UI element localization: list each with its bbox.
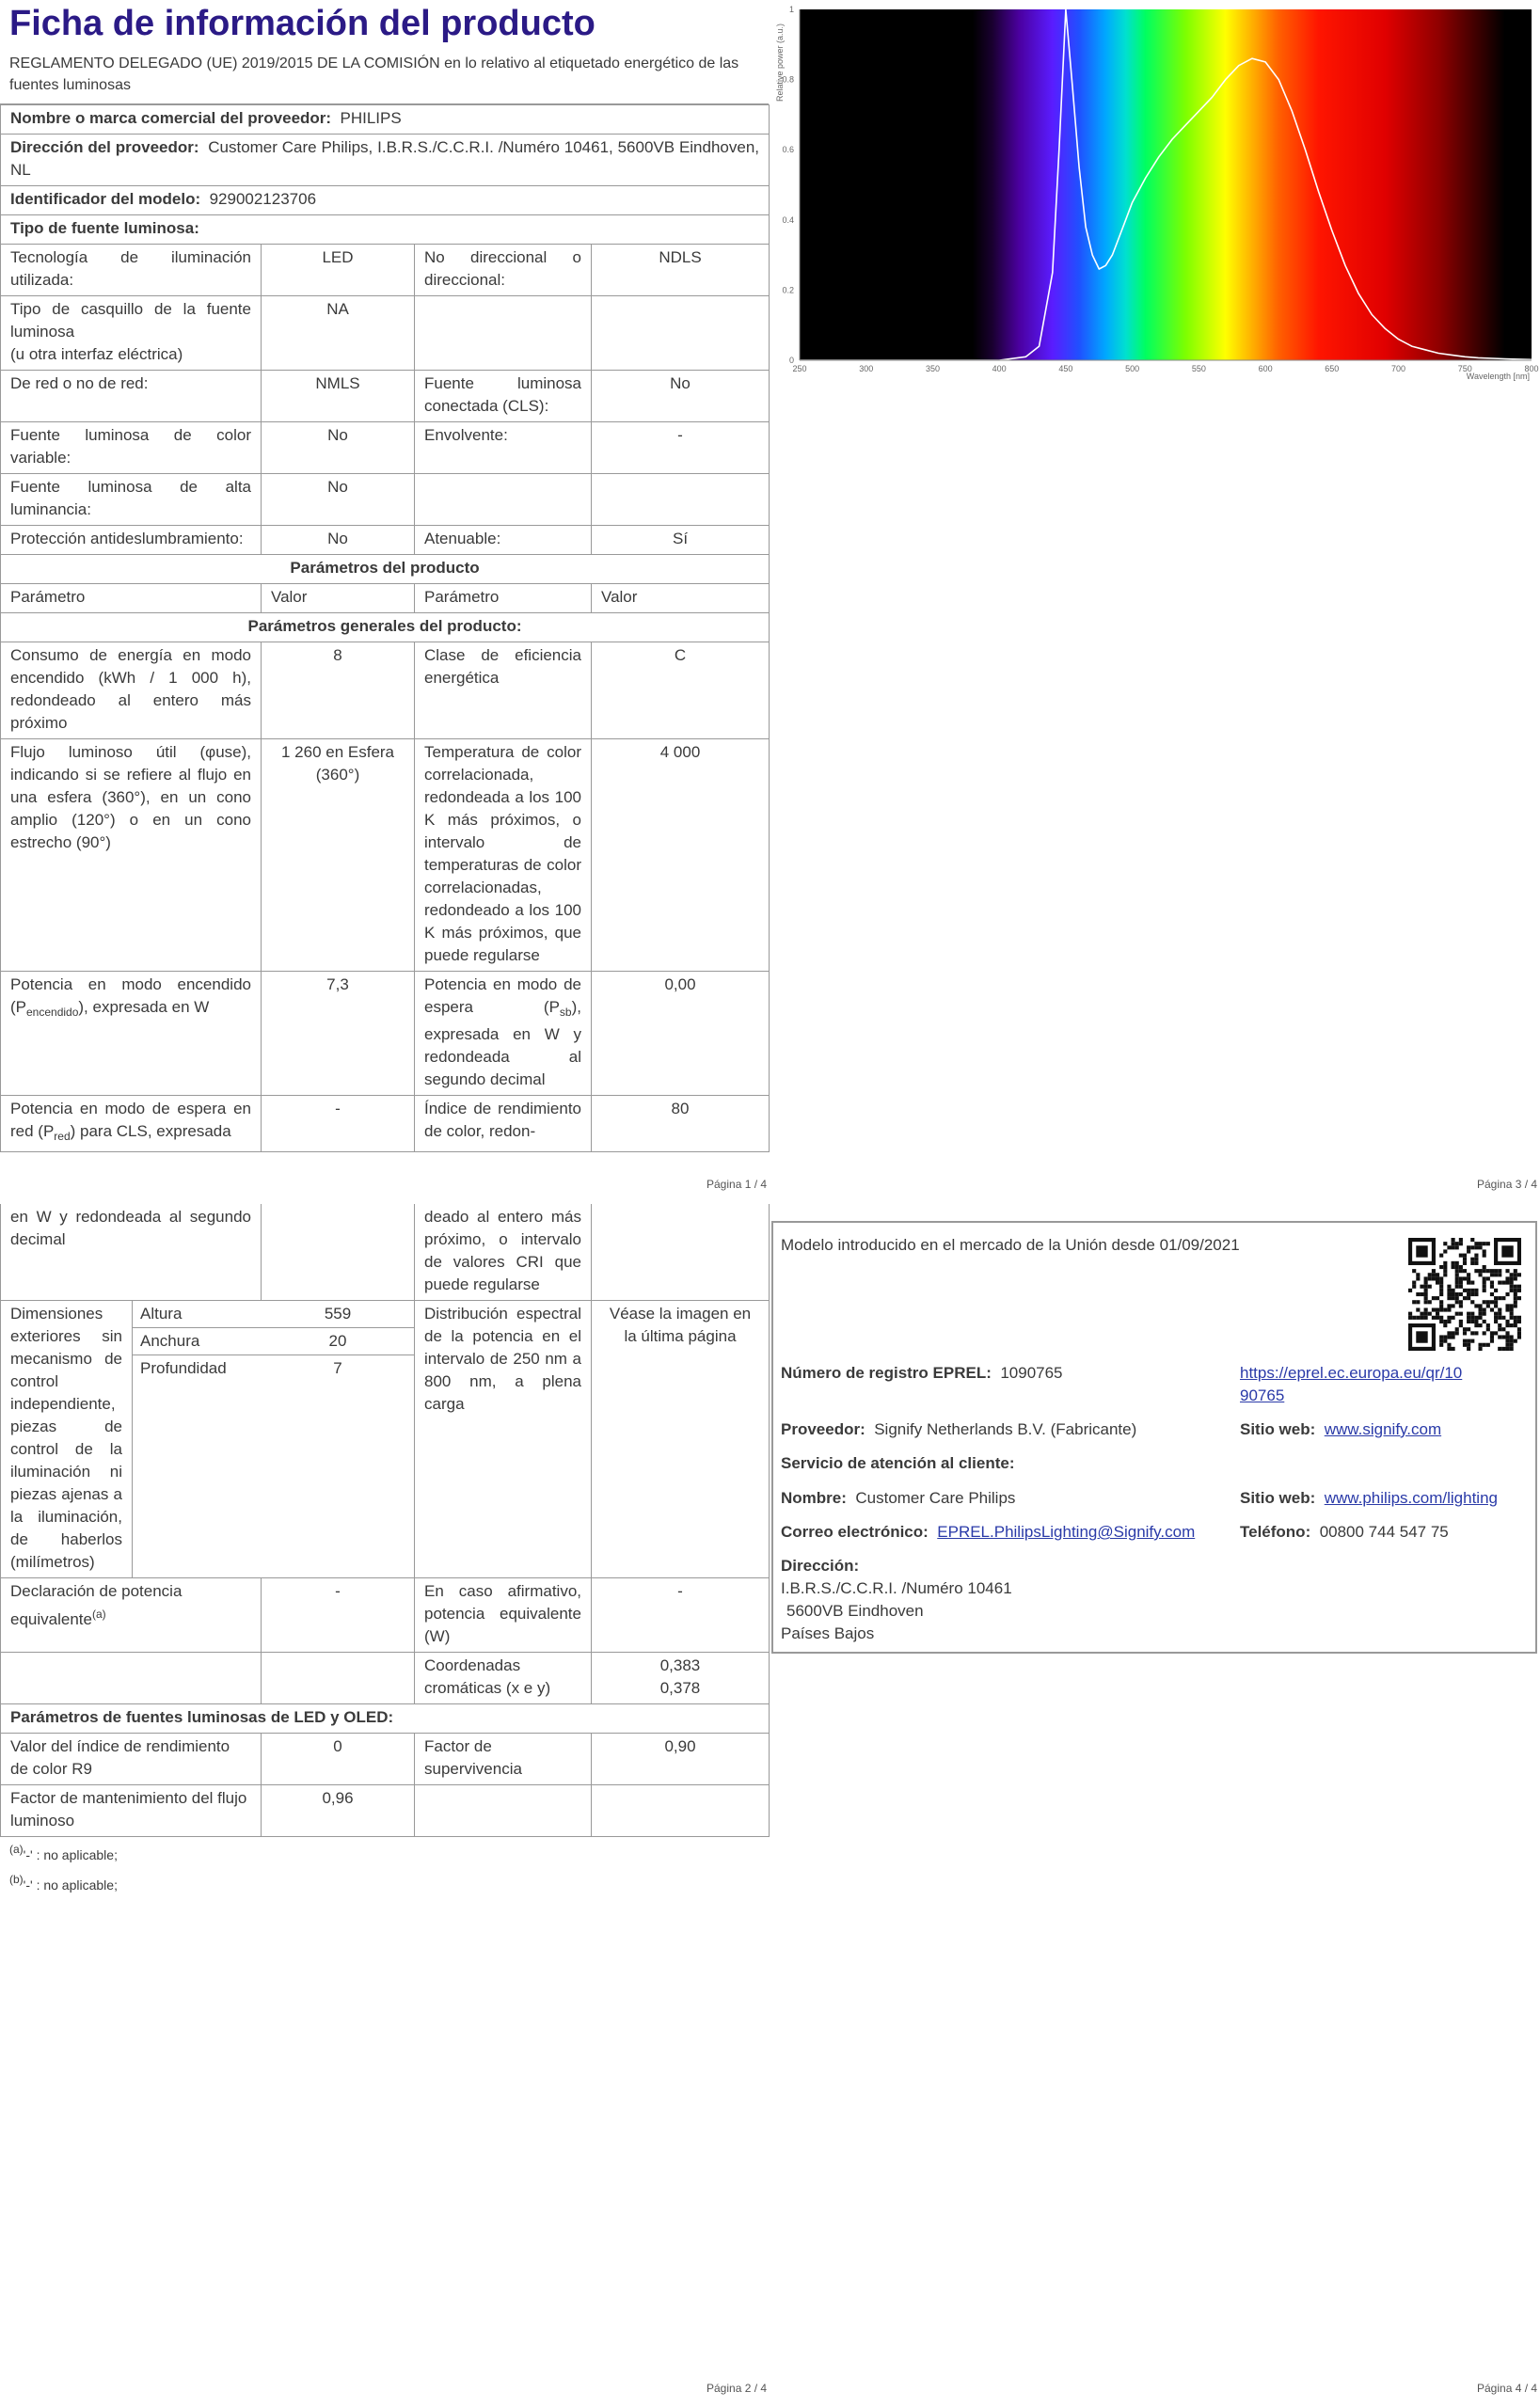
footnote-a: (a)'-' : no aplicable; xyxy=(9,1843,118,1862)
service-heading: Servicio de atención al cliente: xyxy=(781,1454,1015,1472)
equivalent-power-row: Declaración de potencia equivalente$^{(a)}$ - En caso afirmativo, potencia equivalente (W) - xyxy=(1,1578,770,1653)
eprel-box xyxy=(771,1221,1537,1654)
params-heading: Parámetros del producto xyxy=(1,555,770,584)
x-axis-label: Wavelength [nm] xyxy=(1466,372,1530,381)
type-label: De red o no de red: xyxy=(1,371,262,422)
address-line-3: Países Bajos xyxy=(781,1624,875,1642)
page-number: Página 4 / 4 xyxy=(1477,2382,1538,2395)
contact-web: Sitio web: www.philips.com/lighting xyxy=(1240,1489,1498,1507)
type-heading: Tipo de fuente luminosa: xyxy=(1,215,770,245)
model-id: 929002123706 xyxy=(209,190,317,208)
type-label: Atenuable: xyxy=(415,526,592,555)
x-tick-label: 250 xyxy=(792,364,807,373)
flux-row: Flujo luminoso útil (φuse), indicando si se refiere al flujo en una esfera (360°), en un cono amplio (120°) o en un cono estrecho (90°) 1 260 en Esfera (360°) Temperatura de color correlacionada, redondeada a los 100 K más próximos, o intervalo de temperaturas de color correlacionadas, redondeado a los 100 K más próximos, que puede regularse 4 000 xyxy=(1,739,770,972)
x-tick-label: 650 xyxy=(1325,364,1340,373)
params-columns xyxy=(1,584,770,613)
dimensions-table xyxy=(133,1301,414,1382)
type-label xyxy=(415,474,592,526)
x-tick-label: 800 xyxy=(1524,364,1539,373)
address-line-2: 5600VB Eindhoven xyxy=(786,1602,924,1620)
supplier-name: PHILIPS xyxy=(340,109,402,127)
type-label: No direccional o direccional: xyxy=(415,245,592,296)
type-value: No xyxy=(262,526,415,555)
spectral-value: Véase la imagen en la última página xyxy=(592,1301,770,1578)
supplier-address-row: Dirección del proveedor: Customer Care Philips, I.B.R.S./C.C.R.I. /Numéro 10461, 5600VB Eindhoven, NL xyxy=(1,135,770,186)
type-row xyxy=(1,245,770,296)
x-tick-label: 750 xyxy=(1457,364,1472,373)
page-number: Página 1 / 4 xyxy=(706,1178,768,1191)
x-tick-label: 600 xyxy=(1258,364,1273,373)
supplier-table xyxy=(0,104,770,1152)
type-value: NA xyxy=(262,296,415,371)
contact-email: Correo electrónico: EPREL.PhilipsLighting@Signify.com xyxy=(781,1523,1196,1541)
type-row xyxy=(1,474,770,526)
col-value-1: Valor xyxy=(262,584,415,613)
type-row xyxy=(1,296,770,371)
type-row xyxy=(1,422,770,474)
contact-name: Nombre: Customer Care Philips xyxy=(781,1489,1016,1507)
type-row xyxy=(1,371,770,422)
regulation-text: REGLAMENTO DELEGADO (UE) 2019/2015 DE LA COMISIÓN en lo relativo al etiquetado energético de las fuentes luminosas xyxy=(0,45,769,104)
type-label: Tecnología de iluminación utilizada: xyxy=(1,245,262,296)
type-value: LED xyxy=(262,245,415,296)
chromaticity-row: Coordenadas cromáticas (x e y) 0,383 0,378 xyxy=(1,1653,770,1704)
page-1 xyxy=(0,0,769,1204)
type-value: No xyxy=(262,422,415,474)
dim-width: Anchura 20 xyxy=(133,1328,414,1355)
eprel-url[interactable]: https://eprel.ec.europa.eu/qr/10 90765 xyxy=(1240,1364,1463,1404)
y-tick-label: 1 xyxy=(788,5,794,14)
type-rows xyxy=(1,245,770,555)
x-tick-label: 400 xyxy=(992,364,1007,373)
type-value: Sí xyxy=(592,526,770,555)
page-3 xyxy=(771,0,1540,1204)
led-params-heading: Parámetros de fuentes luminosas de LED y OLED: xyxy=(1,1704,770,1734)
x-tick-label: 300 xyxy=(859,364,874,373)
type-value: NDLS xyxy=(592,245,770,296)
y-tick-label: 0.8 xyxy=(782,74,794,85)
page-number: Página 3 / 4 xyxy=(1477,1178,1538,1191)
x-tick-label: 500 xyxy=(1125,364,1140,373)
power-row: Potencia en modo encendido $(P_{encendido})$, expresada en W 7,3 Potencia en modo de espera $(P_{sb})$, expresada en W y redondeada al segundo decimal 0,00 xyxy=(1,972,770,1096)
y-axis-label: Relative power (a.u.) xyxy=(775,23,785,103)
type-label xyxy=(415,296,592,371)
x-tick-label: 350 xyxy=(925,364,940,373)
type-value: No xyxy=(262,474,415,526)
eprel-reg: Número de registro EPREL: 1090765 xyxy=(781,1364,1063,1382)
contact-phone: Teléfono: 00800 744 547 75 xyxy=(1240,1523,1449,1541)
spectrum-background xyxy=(800,9,1532,360)
contact-web-link[interactable]: www.philips.com/lighting xyxy=(1324,1489,1498,1507)
maintenance-row: Factor de mantenimiento del flujo luminoso 0,96 xyxy=(1,1785,770,1837)
spectral-label: Distribución espectral de la potencia en el intervalo de 250 nm a 800 nm, a plena carga xyxy=(415,1301,592,1578)
supplier-name-row: Nombre o marca comercial del proveedor: PHILIPS xyxy=(1,105,770,135)
type-value: - xyxy=(592,422,770,474)
type-label: Fuente luminosa de alta luminancia: xyxy=(1,474,262,526)
r9-row: Valor del índice de rendimiento de color R9 0 Factor de supervivencia 0,90 xyxy=(1,1734,770,1785)
email-link[interactable]: EPREL.PhilipsLighting@Signify.com xyxy=(937,1523,1196,1541)
x-tick-label: 550 xyxy=(1191,364,1206,373)
page-2 xyxy=(0,1204,769,2408)
type-value xyxy=(592,474,770,526)
address-label: Dirección: xyxy=(781,1557,860,1575)
provider-web-link[interactable]: www.signify.com xyxy=(1324,1420,1442,1438)
type-label: Tipo de casquillo de la fuente luminosa (u otra interfaz eléctrica) xyxy=(1,296,262,371)
footnotes xyxy=(0,1837,769,1897)
dimensions-label: Dimensiones exteriores sin mecanismo de control independiente, piezas de control de la iluminación ni piezas ajenas a la iluminación, de haberlos (milímetros) xyxy=(1,1301,133,1578)
footnote-b: (b)'-' : no aplicable; xyxy=(9,1873,118,1893)
dim-depth: Profundidad 7 xyxy=(140,1359,342,1377)
qr-code-icon[interactable] xyxy=(1408,1238,1521,1351)
market-date: Modelo introducido en el mercado de la Unión desde 01/09/2021 xyxy=(781,1236,1240,1254)
type-value: No xyxy=(592,371,770,422)
type-label: Fuente luminosa conectada (CLS): xyxy=(415,371,592,422)
y-tick-label: 0.2 xyxy=(782,285,794,295)
dimensions-row xyxy=(1,1301,770,1578)
type-label: Fuente luminosa de color variable: xyxy=(1,422,262,474)
y-tick-label: 0.4 xyxy=(782,214,794,225)
page-4 xyxy=(771,1204,1540,2408)
col-param-1: Parámetro xyxy=(1,584,262,613)
net-standby-row: Potencia en modo de espera en red $(P_{red})$ para CLS, expresada - Índice de rendimiento de color, redon- 80 xyxy=(1,1096,770,1152)
params-continued-table xyxy=(0,1204,770,1837)
type-row xyxy=(1,526,770,555)
x-tick-label: 450 xyxy=(1058,364,1073,373)
energy-row: Consumo de energía en modo encendido (kWh / 1 000 h), redondeado al entero más próximo 8 Clase de eficiencia energética C xyxy=(1,642,770,739)
type-value: NMLS xyxy=(262,371,415,422)
page-number: Página 2 / 4 xyxy=(706,2382,768,2395)
spectral-chart xyxy=(771,0,1540,395)
type-label: Envolvente: xyxy=(415,422,592,474)
net-standby-row-cont: en W y redondeada al segundo decimal deado al entero más próximo, o intervalo de valores CRI que puede regularse xyxy=(1,1204,770,1301)
general-params-heading: Parámetros generales del producto: xyxy=(1,613,770,642)
provider-web: Sitio web: www.signify.com xyxy=(1240,1420,1442,1438)
y-tick-label: 0.6 xyxy=(782,145,794,155)
type-value xyxy=(592,296,770,371)
supplier-address: Customer Care Philips, I.B.R.S./C.C.R.I. /Numéro 10461, 5600VB Eindhoven, NL xyxy=(10,138,760,179)
dim-height: Altura 559 xyxy=(133,1301,414,1328)
col-value-2: Valor xyxy=(592,584,770,613)
address-line-1: I.B.R.S./C.C.R.I. /Numéro 10461 xyxy=(781,1579,1012,1597)
page-title: Ficha de información del producto xyxy=(9,4,595,43)
model-row: Identificador del modelo: 929002123706 xyxy=(1,186,770,215)
type-label: Protección antideslumbramiento: xyxy=(1,526,262,555)
col-param-2: Parámetro xyxy=(415,584,592,613)
x-tick-label: 700 xyxy=(1391,364,1406,373)
y-tick-label: 0 xyxy=(788,356,794,365)
provider: Proveedor: Signify Netherlands B.V. (Fabricante) xyxy=(781,1420,1137,1438)
